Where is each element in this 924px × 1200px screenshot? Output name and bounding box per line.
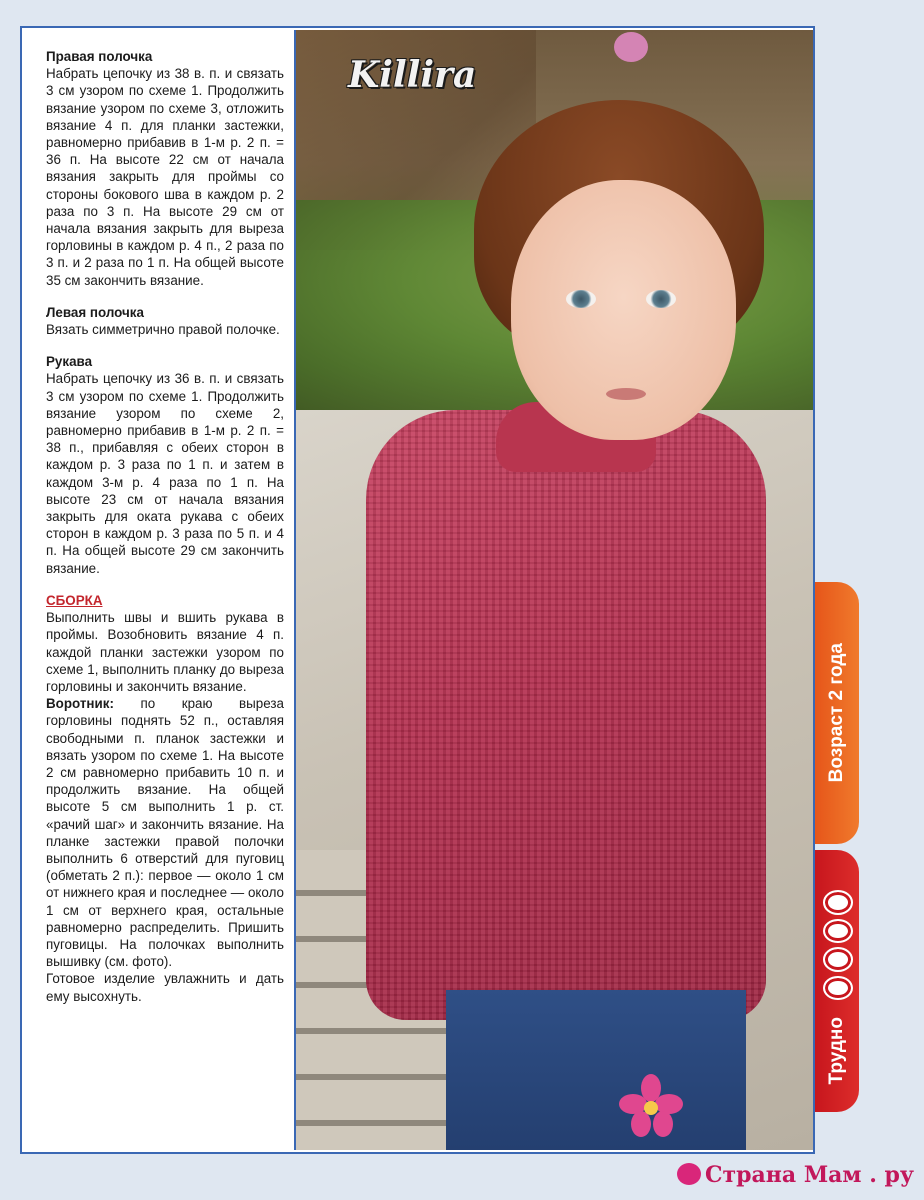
- section-title-right-front: Правая полочка: [46, 49, 153, 64]
- collar-paragraph: [46, 695, 284, 970]
- hair-tie: [614, 32, 648, 62]
- right-eye: [646, 290, 676, 308]
- collar-label: Воротник:: [46, 696, 114, 712]
- section-title-sleeves: Рукава: [46, 354, 93, 370]
- yarn-skein-icon: [823, 890, 853, 915]
- site-logo-icon: [677, 1163, 701, 1185]
- left-eye: [566, 290, 596, 308]
- section-title-left-front: Левая полочка: [46, 304, 144, 320]
- mouth: [606, 388, 646, 400]
- difficulty-rating: [818, 890, 858, 1000]
- age-tab: [815, 582, 859, 844]
- collar-text: по краю выреза горловины поднять 52 п., оставляя свободными п. планок застежки и вязать узором по схеме 1. На высоте 2 см равномерно прибавить 10 п. и продолжить вязание. На общей высоте 5 см выполнить 1 р. ст. «рачий шаг» и закончить вязание. На планке застежки правой полочки выполнить 6 отверстий для пуговиц (обметать 2 п.): первое — около 1 см от нижнего края и последнее — около 1 см от верхнего края, остальные равномерно распределить. Пришить пуговицы. На полочках выполнить вышивку (см. фото).: [46, 696, 284, 970]
- child-face: [511, 180, 736, 440]
- final-text: Готовое изделие увлажнить и дать ему высохнуть.: [46, 971, 284, 1004]
- watermark-text: Страна Мам . ру: [705, 1162, 914, 1188]
- difficulty-label: Трудно: [826, 1016, 847, 1084]
- section-text-sleeves: Набрать цепочку из 36 в. п. и связать 3 см узором по схеме 1. Продолжить вязание узором по схеме 2, равномерно прибавив в 1-м р. 2 п. = 38 п., прибавляя с обеих сторон в каждом р. 3 раза по 1 п. и затем в каждом 3-м р. 4 раза по 1 п. На высоте 23 см от начала вязания закрыть для оката рукава с обеих сторон в каждом р. 3 раза по 5 п. и 4 п. На общей высоте 29 см закончить вязание.: [46, 371, 284, 576]
- section-text-right-front: Набрать цепочку из 38 в. п. и связать 3 см узором по схеме 1. Продолжить вязание узором по схеме 3, отложить вязание 4 п. для планки застежки, равномерно прибавив в 1-м р. 2 п. = 36 п. На высоте 22 см от начала вязания закрыть для проймы со стороны бокового шва в каждом р. 2 раза по 3 п. На высоте 29 см от начала вязания закрыть для выреза горловины в каждом р. 4 п., 2 раза по 3 п. и 2 раза по 1 п. На общей высоте 35 см закончить вязание.: [46, 66, 284, 288]
- site-watermark: [677, 1162, 914, 1188]
- yarn-skein-icon: [823, 976, 853, 1001]
- section-text-left-front: Вязать симметрично правой полочке.: [46, 322, 280, 338]
- yarn-skein-icon: [823, 919, 853, 944]
- jeans: [446, 990, 746, 1150]
- brand-logo: Killira: [348, 54, 477, 96]
- section-text-assembly: Выполнить швы и вшить рукава в проймы. Возобновить вязание 4 п. каждой планки застежки узором по схеме 1, выполнить планку до выреза горловины и закончить вязание.: [46, 610, 284, 694]
- section-title-assembly: СБОРКА: [46, 592, 103, 608]
- child-photo: [296, 30, 813, 1150]
- age-label: Возраст 2 года: [826, 643, 847, 783]
- yarn-skein-icon: [823, 947, 853, 972]
- instructions-column: [24, 30, 296, 1150]
- sweater: [366, 410, 766, 1020]
- flower-embroidery-icon: [611, 1070, 691, 1140]
